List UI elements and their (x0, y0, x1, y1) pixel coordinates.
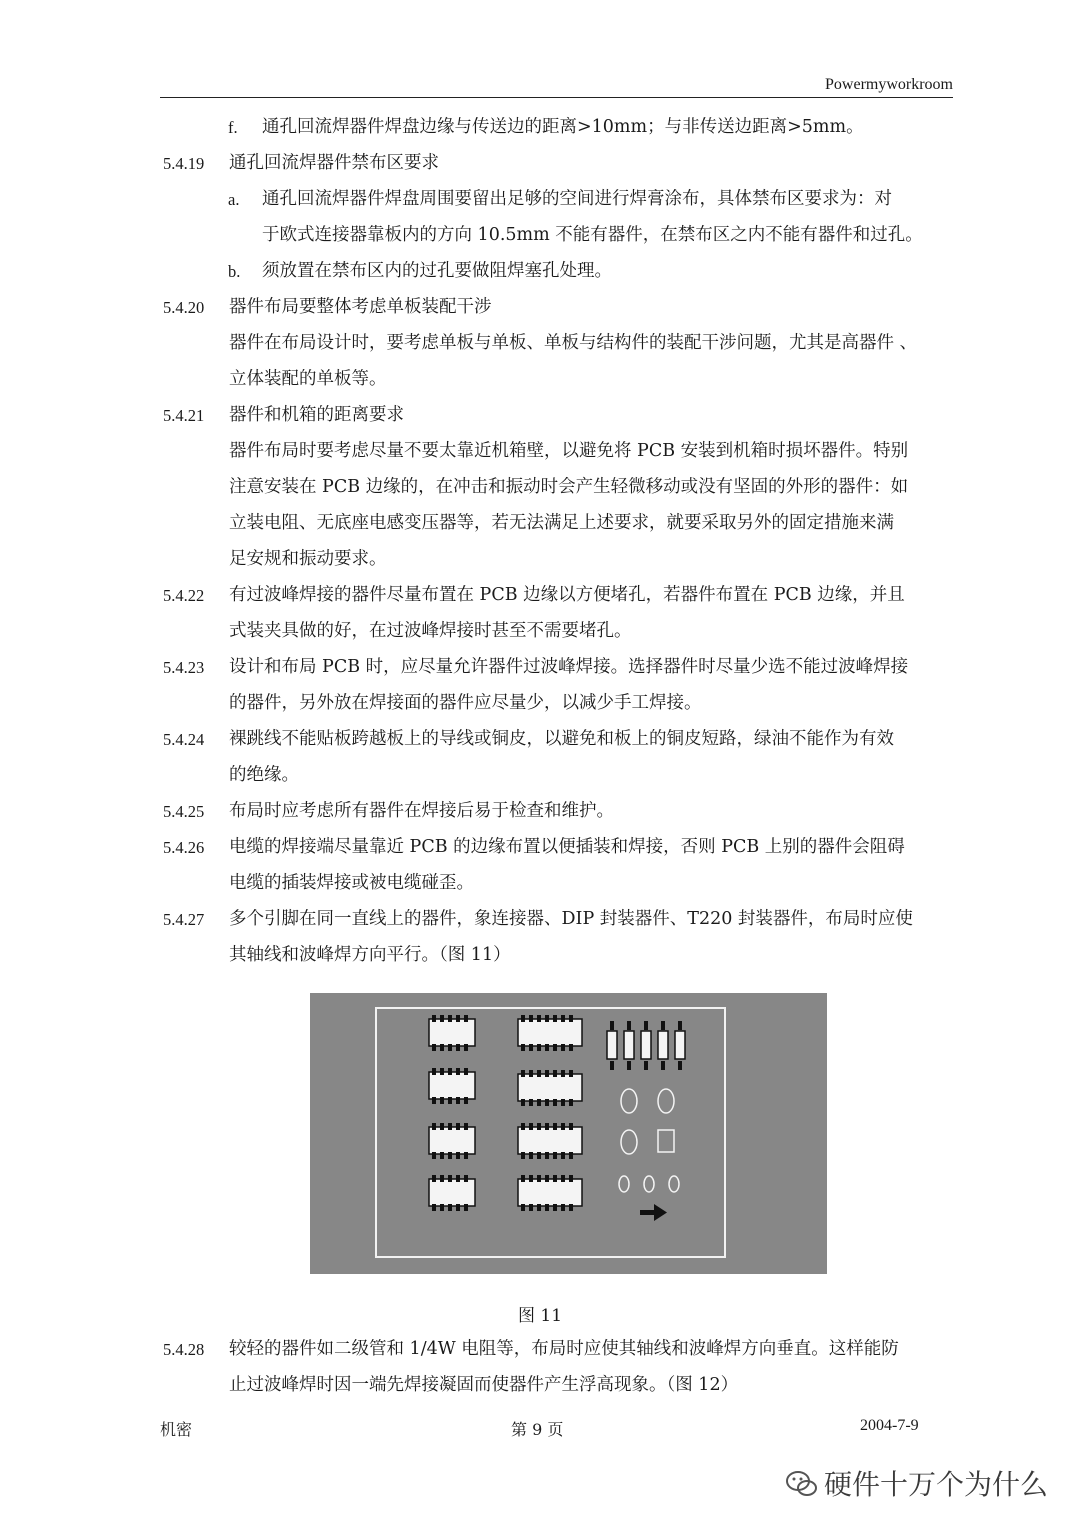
text-line: 的绝缘。 (229, 765, 299, 785)
text-line: 器件在布局设计时，要考虑单板与单板、单板与结构件的装配干涉问题，尤其是高器件 、 (229, 333, 918, 353)
watermark (786, 1463, 1048, 1503)
watermark-text: 硬件十万个为什么 (824, 1468, 1049, 1501)
dip-package (518, 1175, 582, 1211)
text-line: 布局时应考虑所有器件在焊接后易于检查和维护。 (229, 801, 614, 821)
list-letter: f. (228, 118, 238, 137)
figure-11 (310, 993, 827, 1274)
text-line: 立体装配的单板等。 (229, 369, 387, 389)
section-number: 5.4.21 (163, 406, 205, 425)
dip-package (429, 1015, 475, 1051)
text-line: 须放置在禁布区内的过孔要做阻焊塞孔处理。 (262, 261, 612, 281)
text-line: 通孔回流焊器件禁布区要求 (229, 153, 439, 173)
section-number: 5.4.22 (163, 586, 205, 605)
text-line: 多个引脚在同一直线上的器件，象连接器、DIP 封装器件、T220 封装器件，布局时应使 (229, 909, 913, 929)
list-letter: b. (228, 262, 241, 281)
text-line: 电缆的插装焊接或被电缆碰歪。 (229, 873, 474, 893)
figure-caption: 图 11 (517, 1306, 563, 1326)
footer-left: 机密 (160, 1420, 193, 1439)
text-line: 的器件，另外放在焊接面的器件应尽量少，以减少手工焊接。 (229, 693, 702, 713)
footer-date: 2004-7-9 (860, 1417, 919, 1434)
text-line: 较轻的器件如二级管和 1/4W 电阻等，布局时应使其轴线和波峰焊方向垂直。这样能防 (229, 1339, 899, 1359)
dip-package (518, 1070, 582, 1106)
header-rule (160, 97, 953, 98)
page-header (160, 0, 953, 100)
pcb-board (375, 1007, 726, 1258)
section-number: 5.4.19 (163, 154, 205, 173)
section-number: 5.4.28 (163, 1340, 205, 1359)
dip-package (429, 1068, 475, 1104)
text-line: 足安规和振动要求。 (229, 549, 387, 569)
section-number: 5.4.24 (163, 730, 205, 749)
section-number: 5.4.23 (163, 658, 205, 677)
text-line: 通孔回流焊器件焊盘边缘与传送边的距离>10mm；与非传送边距离>5mm。 (262, 117, 864, 137)
dip-package (518, 1123, 582, 1159)
dip-package (518, 1015, 582, 1051)
text-line: 裸跳线不能贴板跨越板上的导线或铜皮，以避免和板上的铜皮短路，绿油不能作为有效 (229, 729, 894, 749)
pcb-components-drawing (377, 1009, 724, 1256)
list-letter: a. (228, 190, 240, 209)
dip-package (429, 1175, 475, 1211)
text-line: 设计和布局 PCB 时，应尽量允许器件过波峰焊接。选择器件时尽量少选不能过波峰焊接 (229, 657, 909, 677)
wave-direction-arrow-icon (640, 1204, 667, 1221)
text-line: 止过波峰焊时因一端先焊接凝固而使器件产生浮高现象。（图 12） (229, 1375, 739, 1395)
text-line: 通孔回流焊器件焊盘周围要留出足够的空间进行焊膏涂布，具体禁布区要求为：对 (262, 189, 892, 209)
text-line: 立装电阻、无底座电感变压器等，若无法满足上述要求，就要采取另外的固定措施来满 (229, 513, 894, 533)
header-title: Powermyworkroom (825, 76, 953, 93)
section-number: 5.4.26 (163, 838, 205, 857)
text-line: 电缆的焊接端尽量靠近 PCB 的边缘布置以便插装和焊接，否则 PCB 上别的器件会阻碍 (229, 837, 905, 857)
section-number: 5.4.27 (163, 910, 205, 929)
text-line: 器件布局时要考虑尽量不要太靠近机箱壁，以避免将 PCB 安装到机箱时损坏器件。特别 (229, 441, 909, 461)
connector-row (607, 1021, 685, 1070)
text-line: 器件和机箱的距离要求 (229, 405, 404, 425)
text-line: 式装夹具做的好，在过波峰焊接时甚至不需要堵孔。 (229, 621, 632, 641)
text-line: 于欧式连接器靠板内的方向 10.5mm 不能有器件，在禁布区之内不能有器件和过孔。 (262, 225, 923, 245)
section-number: 5.4.25 (163, 802, 205, 821)
text-line: 有过波峰焊接的器件尽量布置在 PCB 边缘以方便堵孔，若器件布置在 PCB 边缘，并且 (229, 585, 905, 605)
text-line: 器件布局要整体考虑单板装配干涉 (229, 297, 492, 317)
section-number: 5.4.20 (163, 298, 205, 317)
wechat-icon (786, 1470, 818, 1498)
dip-package (429, 1123, 475, 1159)
text-line: 其轴线和波峰焊方向平行。（图 11） (229, 945, 511, 965)
through-hole-pads (619, 1089, 679, 1192)
text-line: 注意安装在 PCB 边缘的，在冲击和振动时会产生轻微移动或没有坚固的外形的器件：如 (229, 477, 909, 497)
footer-page-number: 第 9 页 (511, 1420, 564, 1439)
